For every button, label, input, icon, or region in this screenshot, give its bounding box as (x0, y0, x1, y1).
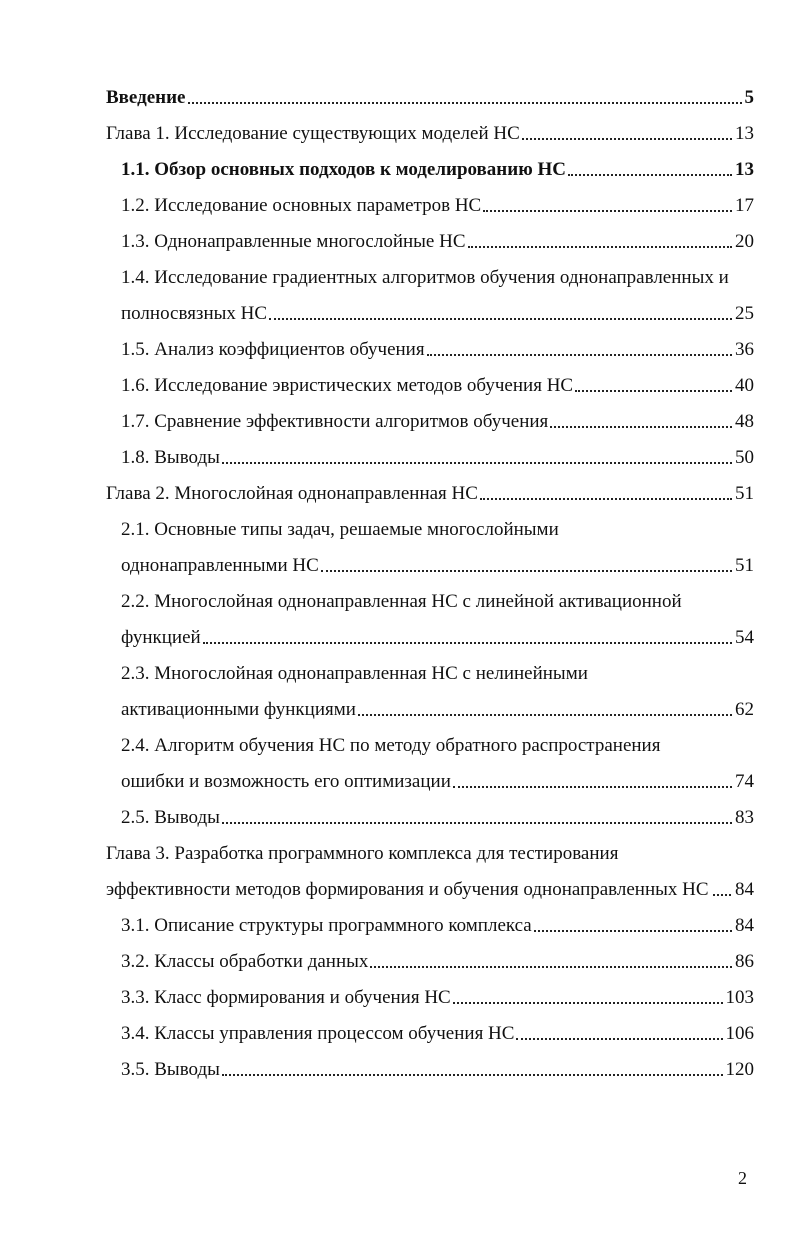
toc-entry-title: 1.2. Исследование основных параметров НС (121, 195, 482, 216)
toc-entry-1-4-first-line: 1.4. Исследование градиентных алгоритмов обучения однонаправленных и (121, 267, 729, 288)
toc-entry-2-5[interactable] (121, 800, 754, 830)
toc-entry-title: Глава 2. Многослойная однонаправленная НС (106, 483, 478, 504)
toc-entry-title: 3.5. Выводы (121, 1059, 220, 1080)
toc-entry-title: ошибки и возможность его оптимизации (121, 771, 451, 792)
toc-entry-2-1[interactable] (121, 548, 754, 578)
toc-entry-title: 3.3. Класс формирования и обучения НС (121, 987, 451, 1008)
toc-entry-page: 13 (735, 159, 754, 180)
dot-leader (427, 354, 732, 356)
toc-entry-chapter-3-first-line: Глава 3. Разработка программного комплекса для тестирования (106, 843, 619, 864)
dot-leader (370, 966, 732, 968)
toc-entry-2-2[interactable] (121, 620, 754, 650)
toc-entry-page: 86 (735, 951, 754, 972)
toc-entry-page: 106 (725, 1023, 754, 1044)
toc-entry-2-3-first-line: 2.3. Многослойная однонаправленная НС с нелинейными (121, 663, 588, 684)
dot-leader (575, 390, 732, 392)
toc-entry-title: 1.3. Однонаправленные многослойные НС (121, 231, 466, 252)
dot-leader (568, 174, 732, 176)
toc-entry-title: функцией (121, 627, 201, 648)
dot-leader (468, 246, 732, 248)
toc-entry-title: Глава 1. Исследование существующих моделей НС (106, 123, 520, 144)
dot-leader (550, 426, 732, 428)
toc-entry-page: 54 (735, 627, 754, 648)
dot-leader (358, 714, 732, 716)
dot-leader (269, 318, 732, 320)
toc-entry-2-2-first-line: 2.2. Многослойная однонаправленная НС с линейной активационной (121, 591, 682, 612)
toc-entry-page: 36 (735, 339, 754, 360)
dot-leader (453, 1002, 723, 1004)
toc-entry-2-3[interactable] (121, 692, 754, 722)
toc-entry-3-1[interactable] (121, 908, 754, 938)
toc-entry-3-3[interactable] (121, 980, 754, 1010)
toc-entry-1-8[interactable] (121, 440, 754, 470)
toc-entry-title: 2.5. Выводы (121, 807, 220, 828)
toc-entry-1-7[interactable] (121, 404, 754, 434)
toc-entry-chapter-2[interactable] (106, 476, 754, 506)
toc-entry-title: 3.2. Классы обработки данных (121, 951, 369, 972)
toc-entry-page: 17 (735, 195, 754, 216)
toc-entry-title: эффективности методов формирования и обучения однонаправленных НС (106, 879, 709, 900)
toc-entry-page: 48 (735, 411, 754, 432)
page-number: 2 (738, 1168, 747, 1188)
toc-entry-1-4[interactable] (121, 296, 754, 326)
toc-entry-chapter-1[interactable] (106, 116, 754, 146)
toc-entry-title: Введение (106, 87, 186, 108)
toc-entry-page: 50 (735, 447, 754, 468)
toc-entry-chapter-3[interactable] (106, 872, 754, 902)
toc-entry-page: 84 (735, 879, 754, 900)
toc-entry-page: 103 (725, 987, 754, 1008)
toc-entry-page: 84 (735, 915, 754, 936)
dot-leader (480, 498, 732, 500)
toc-entry-3-5[interactable] (121, 1052, 754, 1082)
toc-entry-2-4[interactable] (121, 764, 754, 794)
dot-leader (534, 930, 732, 932)
toc-entry-2-4-first-line: 2.4. Алгоритм обучения НС по методу обратного распространения (121, 735, 661, 756)
dot-leader (453, 786, 732, 788)
toc-entry-title: 3.4. Классы управления процессом обучения НС (121, 1023, 515, 1044)
dot-leader (222, 462, 732, 464)
dot-leader (188, 102, 742, 104)
toc-entry-title: 1.1. Обзор основных подходов к моделированию НС (121, 159, 566, 180)
toc-entry-page: 51 (735, 483, 754, 504)
toc-entry-2-1-first-line: 2.1. Основные типы задач, решаемые многослойными (121, 519, 559, 540)
toc-entry-page: 40 (735, 375, 754, 396)
toc-entry-page: 25 (735, 303, 754, 324)
toc-entry-3-2[interactable] (121, 944, 754, 974)
toc-entry-page: 51 (735, 555, 754, 576)
toc-entry-1-5[interactable] (121, 332, 754, 362)
toc-entry-title: однонаправленными НС (121, 555, 319, 576)
dot-leader (713, 894, 731, 896)
dot-leader (483, 210, 732, 212)
toc-entry-page: 13 (735, 123, 754, 144)
toc-entry-title: 1.8. Выводы (121, 447, 220, 468)
toc-entry-title: активационными функциями (121, 699, 356, 720)
toc-entry-introduction[interactable] (106, 80, 754, 110)
toc-entry-1-6[interactable] (121, 368, 754, 398)
toc-entry-page: 62 (735, 699, 754, 720)
toc-entry-page: 83 (735, 807, 754, 828)
toc-entry-1-1[interactable] (121, 152, 754, 182)
toc-entry-page: 20 (735, 231, 754, 252)
toc-entry-1-3[interactable] (121, 224, 754, 254)
toc-entry-title: полносвязных НС (121, 303, 268, 324)
dot-leader (203, 642, 732, 644)
dot-leader (222, 822, 732, 824)
toc-entry-3-4[interactable] (121, 1016, 754, 1046)
toc-entry-page: 5 (744, 87, 754, 108)
dot-leader (522, 138, 732, 140)
toc-entry-title: 3.1. Описание структуры программного комплекса (121, 915, 532, 936)
dot-leader (222, 1074, 723, 1076)
toc-entry-page: 74 (735, 771, 754, 792)
toc-entry-title: 1.7. Сравнение эффективности алгоритмов обучения (121, 411, 549, 432)
toc-entry-page: 120 (725, 1059, 754, 1080)
dot-leader (516, 1038, 722, 1040)
toc-entry-1-2[interactable] (121, 188, 754, 218)
dot-leader (321, 570, 732, 572)
toc-entry-title: 1.5. Анализ коэффициентов обучения (121, 339, 425, 360)
toc-entry-title: 1.6. Исследование эвристических методов обучения НС (121, 375, 574, 396)
